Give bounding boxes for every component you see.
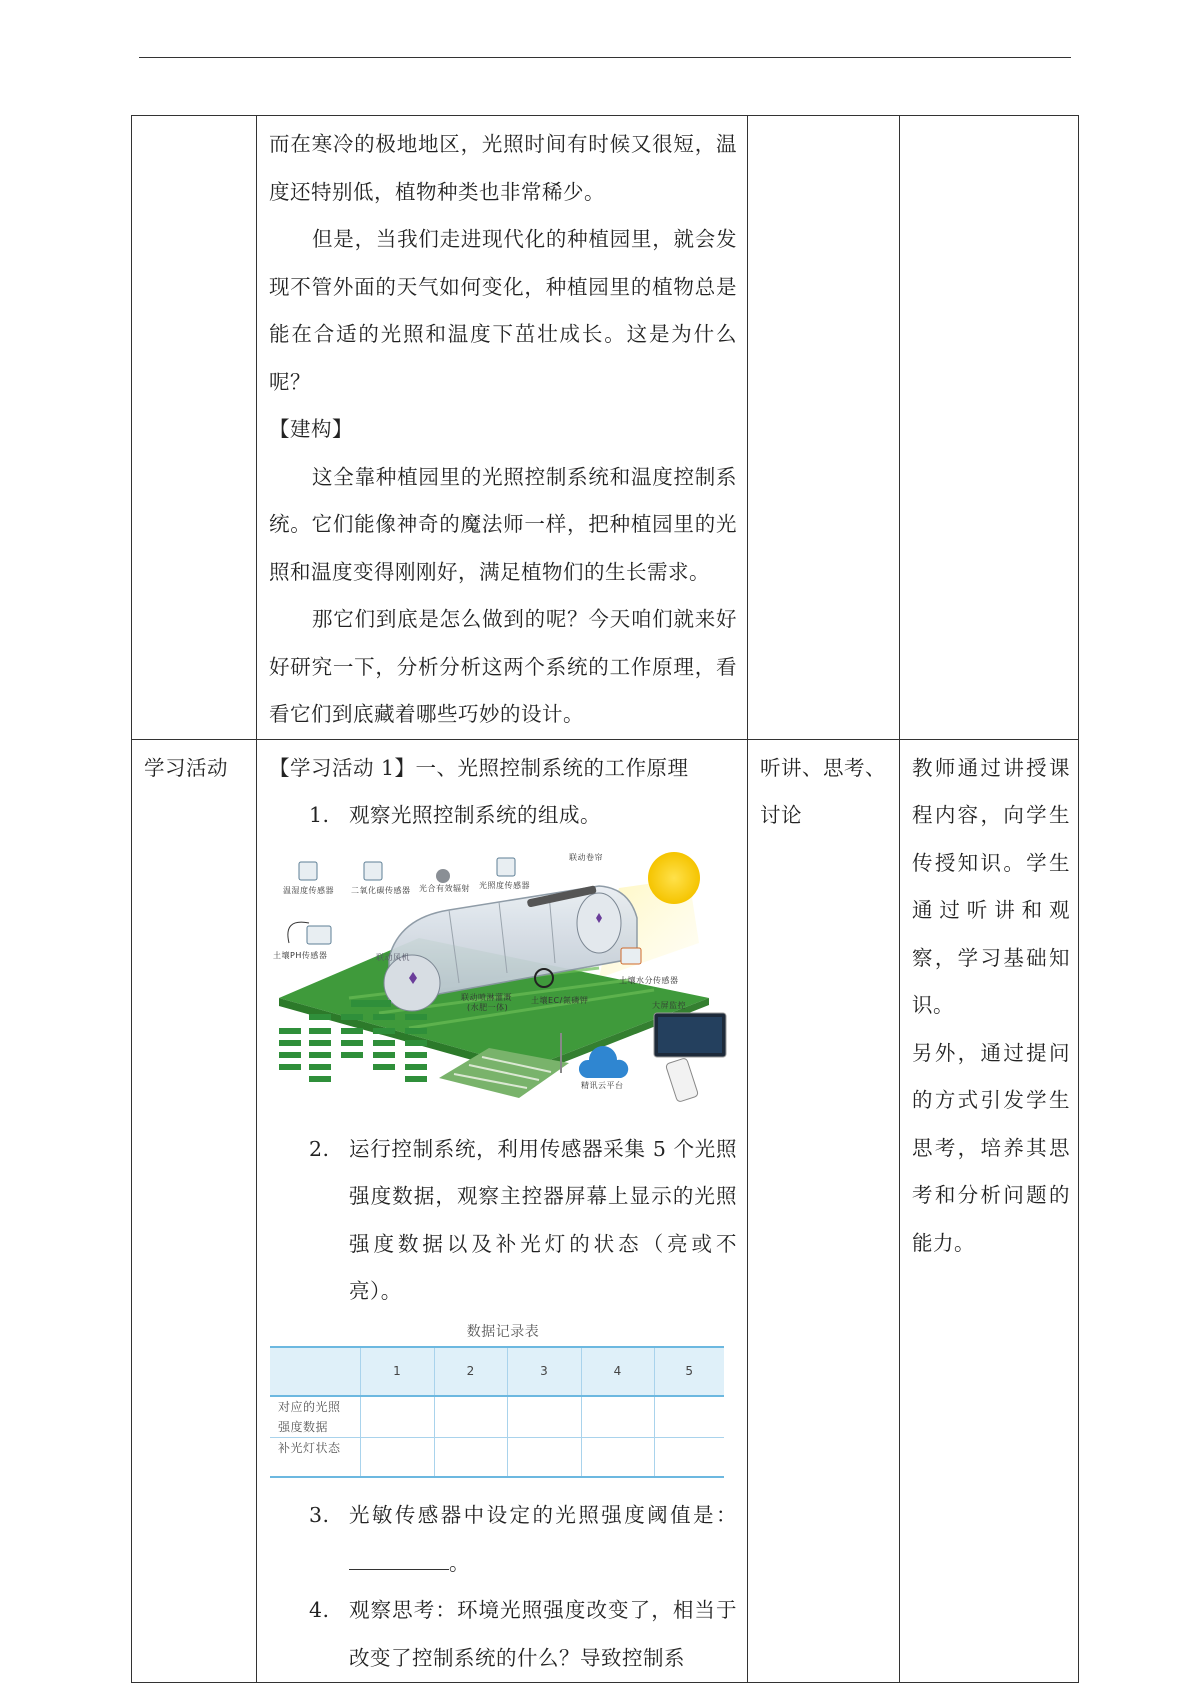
step-4: 4. 观察思考：环境光照强度改变了，相当于改变了控制系统的什么？导致控制系 [309, 1598, 737, 1670]
data-cell[interactable] [581, 1438, 655, 1478]
row1-col3 [748, 116, 900, 740]
label-temp-humidity: 温湿度传感器 [283, 885, 334, 895]
table-row [270, 1396, 724, 1438]
data-cell[interactable] [434, 1438, 508, 1478]
column-header: 4 [581, 1347, 655, 1397]
row1-col4 [900, 116, 1079, 740]
paragraph: 但是，当我们走进现代化的种植园里，就会发现不管外面的天气如何变化，种植园里的植物总是能在合适的光照和温度下茁壮成长。这是为什么呢？ [269, 227, 737, 394]
step-3: 3. 光敏传感器中设定的光照强度阈值是：。 [309, 1503, 737, 1575]
label-soil-ph: 土壤PH传感器 [273, 950, 328, 960]
record-table-title: 数据记录表 [466, 1323, 540, 1340]
design-intent: 另外，通过提问的方式引发学生思考，培养其思考和分析问题的能力。 [912, 1040, 1070, 1255]
row2-content [257, 739, 748, 1683]
label-soil-water: 土壤水分传感器 [619, 975, 679, 985]
label-sprinkler-sub: (水肥一体) [467, 1002, 509, 1012]
data-cell[interactable] [655, 1438, 725, 1478]
table-row [132, 116, 1079, 740]
label-soil-ec: 土壤EC/氮磷钾 [531, 995, 589, 1005]
paragraph: 这全靠种植园里的光照控制系统和温度控制系统。它们能像神奇的魔法师一样，把种植园里的光照和温度变得刚刚好，满足植物们的生长需求。 [269, 464, 737, 584]
data-cell[interactable] [655, 1396, 725, 1438]
label-screen: 大屏监控 [652, 1000, 686, 1010]
section-heading: 【建构】 [269, 417, 353, 441]
column-header: 1 [361, 1347, 435, 1397]
paragraph: 那它们到底是怎么做到的呢？今天咱们就来好好研究一下，分析分析这两个系统的工作原理，看看它们到底藏着哪些巧妙的设计。 [269, 607, 737, 726]
data-cell[interactable] [508, 1438, 582, 1478]
row-label: 学习活动 [144, 755, 228, 780]
label-par: 光合有效辐射 [419, 883, 470, 893]
header-rule [139, 57, 1071, 58]
label-fan: 联动风机 [376, 952, 410, 962]
step-2: 2. 运行控制系统，利用传感器采集 5 个光照强度数据，观察主控器屏幕上显示的光照强度数据以及补光灯的状态（亮或不亮）。 [309, 1136, 737, 1303]
data-record-table [270, 1346, 724, 1479]
greenhouse-system-diagram [269, 848, 735, 1118]
label-co2: 二氧化碳传感器 [351, 885, 411, 895]
row2-col3 [748, 739, 900, 1683]
data-cell[interactable] [361, 1396, 435, 1438]
data-cell[interactable] [581, 1396, 655, 1438]
row1-content [257, 116, 748, 740]
label-cloud: 精讯云平台 [581, 1080, 624, 1090]
greenhouse-illustration [269, 848, 735, 1118]
row2-col1 [132, 739, 257, 1683]
corner-cell [270, 1347, 361, 1397]
label-light: 光照度传感器 [479, 880, 530, 890]
data-cell[interactable] [361, 1438, 435, 1478]
lesson-table [131, 115, 1079, 1683]
column-header: 2 [434, 1347, 508, 1397]
table-row [132, 739, 1079, 1683]
design-intent: 教师通过讲授课程内容，向学生传授知识。学生通过听讲和观察，学习基础知识。 [912, 755, 1070, 1017]
label-sprinkler: 联动喷淋灌溉 [461, 992, 512, 1002]
activity-title: 【学习活动 1】一、光照控制系统的工作原理 [269, 755, 689, 780]
step-1: 1. 观察光照控制系统的组成。 [309, 803, 601, 827]
table-row [270, 1438, 724, 1478]
row1-col1 [132, 116, 257, 740]
row-header-intensity: 对应的光照强度数据 [270, 1396, 361, 1438]
data-cell[interactable] [434, 1396, 508, 1438]
row2-col4 [900, 739, 1079, 1683]
column-header: 5 [655, 1347, 725, 1397]
sun-icon [648, 852, 700, 904]
data-cell[interactable] [508, 1396, 582, 1438]
label-roller: 联动卷帘 [569, 852, 603, 862]
row-header-lamp-state: 补光灯状态 [270, 1438, 361, 1478]
paragraph: 而在寒冷的极地地区，光照时间有时候又很短，温度还特别低，植物种类也非常稀少。 [269, 132, 737, 204]
student-activity: 听讲、思考、讨论 [760, 755, 886, 827]
answer-blank[interactable] [349, 1545, 449, 1570]
column-header: 3 [508, 1347, 582, 1397]
